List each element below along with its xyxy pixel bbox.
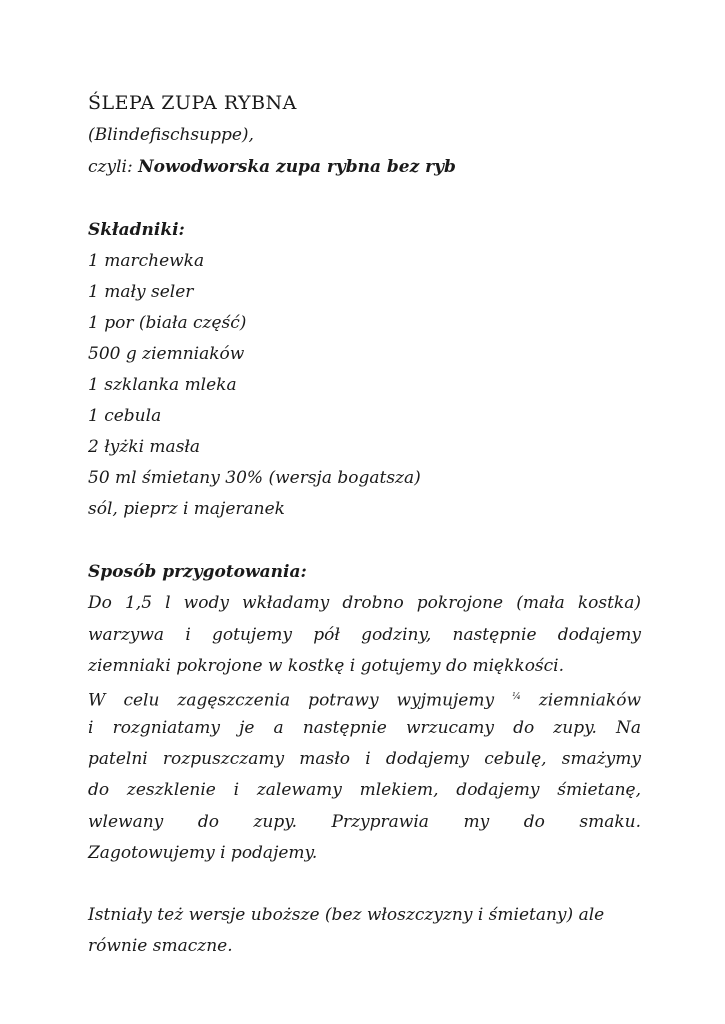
- method-line: [88, 686, 641, 712]
- alias-prefix: czyli:: [88, 157, 139, 177]
- method-line: Zagotowujemy i podajemy.: [88, 843, 318, 863]
- ingredient-item: sól, pieprz i majeranek: [88, 499, 285, 519]
- ingredient-item: 1 marchewka: [88, 251, 205, 271]
- fraction-quarter: ¼: [512, 692, 521, 702]
- method-line: ziemniaki pokrojone w kostkę i gotujemy do miękkości.: [88, 656, 565, 676]
- note-line: równie smaczne.: [88, 936, 233, 956]
- method-line: i rozgniatamy je a następnie wrzucamy do zupy. Na: [88, 718, 641, 738]
- ingredient-item: 1 szklanka mleka: [88, 375, 237, 395]
- method-line: patelni rozpuszczamy masło i dodajemy cebulę, smażymy: [88, 749, 641, 769]
- recipe-alias-line: [88, 156, 456, 178]
- method-text: W celu zagęszczenia potrawy wyjmujemy: [88, 690, 495, 711]
- recipe-title: ŚLEPA ZUPA RYBNA: [88, 92, 297, 114]
- note-line: Istniały też wersje uboższe (bez włoszczyzny i śmietany) ale: [88, 905, 605, 925]
- recipe-subtitle: (Blindefischsuppe),: [88, 125, 254, 145]
- ingredient-item: 500 g ziemniaków: [88, 344, 245, 364]
- ingredient-item: 2 łyżki masła: [88, 437, 201, 457]
- ingredient-item: 1 por (biała część): [88, 313, 247, 333]
- ingredient-item: 50 ml śmietany 30% (wersja bogatsza): [88, 468, 421, 488]
- ingredients-heading: Składniki:: [88, 220, 185, 240]
- method-line: wlewany do zupy. Przyprawia my do smaku.: [88, 812, 641, 832]
- ingredient-item: 1 cebula: [88, 406, 162, 426]
- method-line: Do 1,5 l wody wkładamy drobno pokrojone (mała kostka): [88, 593, 641, 613]
- method-line: do zeszklenie i zalewamy mlekiem, dodajemy śmietanę,: [88, 780, 641, 800]
- method-line: warzywa i gotujemy pół godziny, następnie dodajemy: [88, 625, 641, 645]
- method-text: ziemniaków: [538, 690, 642, 711]
- method-heading: Sposób przygotowania:: [88, 562, 307, 582]
- recipe-alias: Nowodworska zupa rybna bez ryb: [138, 157, 456, 177]
- ingredient-item: 1 mały seler: [88, 282, 194, 302]
